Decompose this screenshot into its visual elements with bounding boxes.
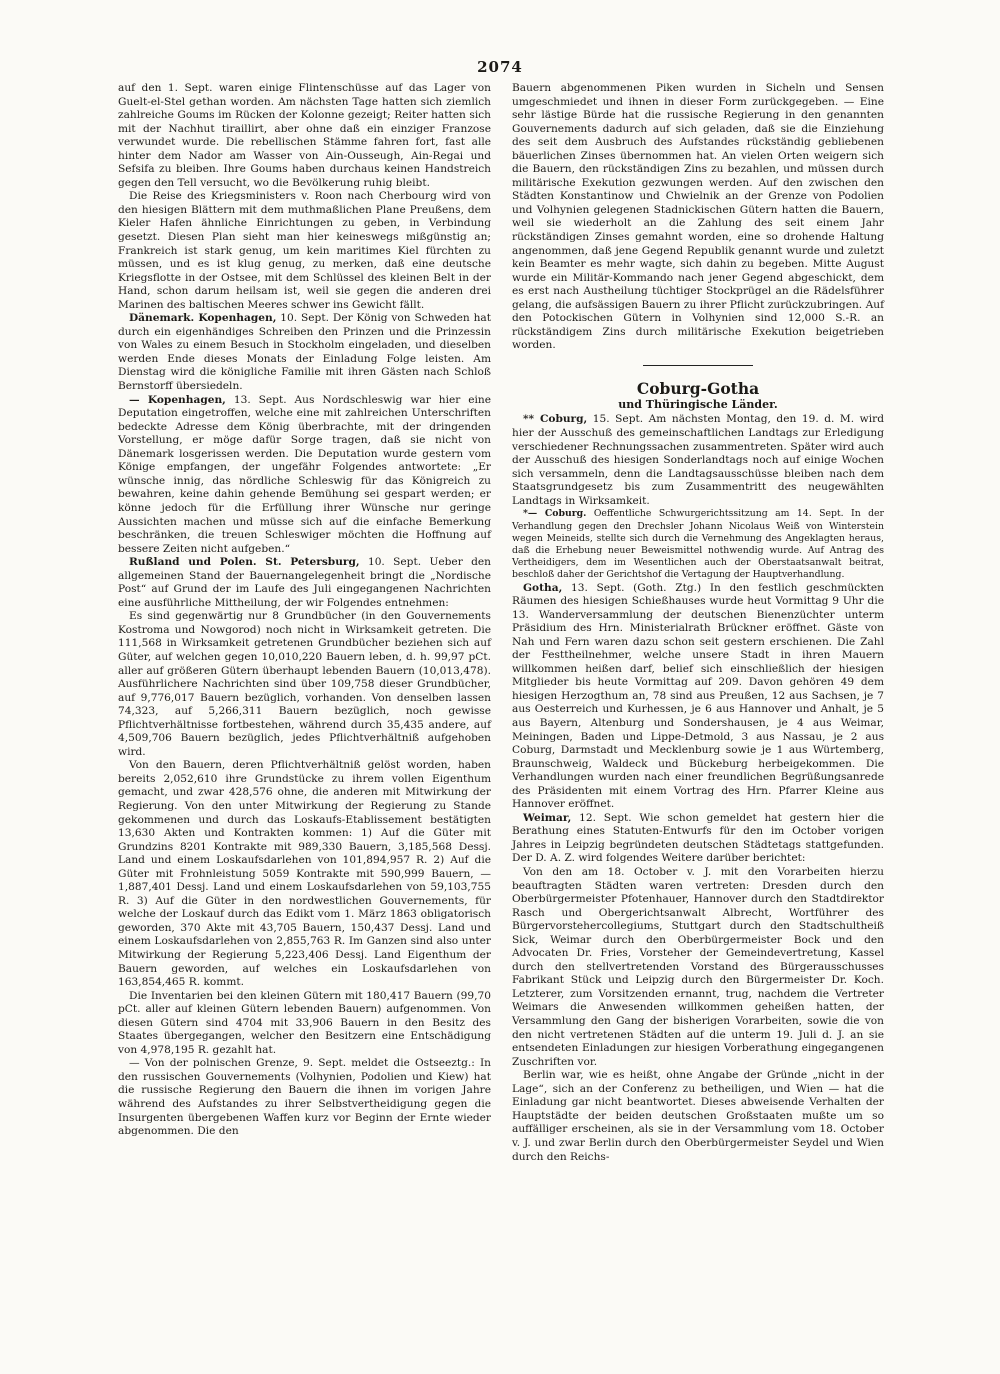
section-subheading: und Thüringische Länder.	[618, 397, 778, 411]
article-paragraph: Die Inventarien bei den kleinen Gütern mit 180,417 Bauern (99,70 pCt. aller auf kleinen Gütern lebenden Bauern) aufgenommen. Von diesen Gütern sind 4704 mit 33,906 Bauern in den Besitz des Staates übergegangen, welcher den Besitzern eine Entschädigung von 4,978,195 R. gezahlt hat.	[118, 989, 491, 1056]
right-column	[512, 82, 884, 1164]
article-paragraph: Rußland und Polen. St. Petersburg, 10. Sept. Ueber den allgemeinen Stand der Bauernangelegenheit bringt die „Nordische Post“ auf Grund der im Laufe des Juli eingegangenen Nachrichten eine ausführliche Mittheilung, der wir Folgendes entnehmen:	[118, 556, 491, 609]
article-paragraph: *— Coburg. Oeffentliche Schwurgerichtssitzung am 14. Sept. In der Verhandlung gegen den Drechsler Johann Nicolaus Weiß von Winterstein wegen Meineids, stellte sich durch die Vernehmung des Angeklagten heraus, daß die Erhebung neuer Beweismittel nothwendig wurde. Auf Antrag des Vertheidigers, dem im Wesentlichen auch der Oberstaatsanwalt beitrat, beschloß daher der Gerichtshof die Vertagung der Hauptverhandlung.	[512, 508, 884, 581]
dateline: — Kopenhagen,	[129, 393, 226, 406]
article-paragraph: Die Reise des Kriegsministers v. Roon nach Cherbourg wird von den hiesigen Blättern mit dem muthmaßlichen Plane Preußens, dem Kieler Hafen ähnliche Einrichtungen zu geben, in Verbindung gesetzt. Diesen Plan sieht man hier keineswegs mißgünstig an; Frankreich ist stark genug, um kein maritimes Kiel fürchten zu müssen, und es ist klug genug, zu merken, daß eine deutsche Kriegsflotte in der Ostsee, mit dem Schlüssel des kleinen Belt in der Hand, schon darum heilsam ist, weil sie gegen die anderen drei Marinen des baltischen Meeres schwer ins Gewicht fällt.	[118, 190, 491, 311]
page-number: 2074	[477, 58, 523, 76]
article-paragraph: Dänemark. Kopenhagen, 10. Sept. Der König von Schweden hat durch ein eigenhändiges Schreiben den Prinzen und die Prinzessin von Wales zu einem Besuch in Stockholm eingeladen, und dieselben werden Ende dieses Monats der Einladung Folge leisten. Am Dienstag wird die königliche Familie mit ihren Gästen nach Schloß Bernstorff übersiedeln.	[118, 312, 492, 393]
dateline: Rußland und Polen. St. Petersburg,	[129, 556, 360, 569]
left-column	[118, 82, 491, 1139]
article-paragraph: Von den am 18. October v. J. mit den Vorarbeiten hierzu beauftragten Städten waren vertreten: Dresden durch den Oberbürgermeister Pfotenhauer, Hannover durch den Stadtdirektor Rasch und Obergerichtsanwalt Albrecht, Wortführer des Bürgervorstehercollegiums, Stuttgart durch den Stadtschultheiß Sick, Weimar durch den Oberbürgermeister Bock und den Advocaten Dr. Fries, Vorsteher der Gemeindevertretung, Kassel durch den stellvertretenden Vorstand des Bürgerausschusses Fabrikant Stück und Leipzig durch den Bürgermeister Dr. Koch. Letzterer, zum Vorsitzenden ernannt, trug, nachdem die Vertreter Weimars die Anwesenden willkommen geheißen hatten, der Versammlung den Gang der bisherigen Vorarbeiten, sowie die von den nicht vertretenen Städten auf die unterm 19. Juli d. J. an sie entsendeten Einladungen zur hiesigen Vorberathung eingegangenen Zuschriften vor.	[512, 866, 884, 1068]
section-heading: Coburg-Gotha	[636, 378, 760, 398]
dateline: Weimar,	[523, 811, 572, 824]
section-divider	[643, 365, 753, 366]
article-paragraph: Bauern abgenommenen Piken wurden in Sicheln und Sensen umgeschmiedet und ihnen in dieser Form zurückgegeben. — Eine sehr lästige Bürde hat die russische Regierung in den genannten Gouvernements dadurch auf sich geladen, daß sie die Einziehung des seit dem Ausbruch des Aufstandes rückständig gebliebenen bäuerlichen Zinses übernommen hat. An vielen Orten weigern sich die Bauern, den rückständigen Zins zu bezahlen, und müssen durch militärische Exekution gezwungen werden. Auf den zwischen den Städten Konstantinow und Chwielnik an der Grenze von Podolien und Volhynien gelegenen Stadnickischen Gütern hatten die Bauern, weil sie wiederholt an die Zahlung des seit einem Jahr rückständigen Zinses gemahnt worden, eine so drohende Haltung angenommen, daß jene Gegend Republik genannt wurde und zuletzt kein Beamter es mehr wagte, sich dahin zu begeben. Mitte August wurde ein Militär-Kommando nach jener Gegend abgeschickt, dem es erst nach Austheilung tüchtiger Stockprügel an die Rädelsführer gelang, die aufsässigen Bauern zu ihrer Pflicht zurückzubringen. Auf den Potockischen Gütern in Volhynien sind 12,000 S.-R. an rückständigem Zins durch militärische Exekution beigetrieben worden.	[512, 82, 884, 352]
article-paragraph: Weimar, 12. Sept. Wie schon gemeldet hat gestern hier die Berathung eines Statuten-Entwurfs für den im October vorigen Jahres in Leipzig begründeten deutschen Städtetags stattgefunden. Der D. A. Z. wird folgendes Weitere darüber berichtet:	[512, 811, 884, 865]
dateline: ** Coburg,	[523, 413, 588, 426]
dateline: *— Coburg.	[523, 508, 587, 520]
article-paragraph: Berlin war, wie es heißt, ohne Angabe der Gründe „nicht in der Lage“, sich an der Conferenz zu betheiligen, und Wien — hat die Einladung gar nicht beantwortet. Dieses abweisende Verhalten der Hauptstädte der beiden deutschen Großstaaten mußte um so auffälliger erscheinen, als sie in der Versammlung vom 18. October v. J. und zwar Berlin durch den Oberbürgermeister Seydel und Wien durch den Reichs-	[512, 1069, 884, 1163]
dateline: Dänemark. Kopenhagen,	[129, 312, 277, 325]
article-paragraph: Es sind gegenwärtig nur 8 Grundbücher (in den Gouvernements Kostroma und Nowgorod) noch nicht in Wirksamkeit getreten. Die 111,568 in Wirksamkeit getretenen Grundbücher beziehen sich auf Güter, auf welchen gegen 10,010,220 Bauern leben, d. h. 99,97 pCt. aller auf größeren Gütern überhaupt lebenden Bauern (10,013,478). Ausführlichere Nachrichten sind über 109,758 dieser Grundbücher, auf 9,776,017 Bauern bezüglich, vorhanden. Von denselben lassen 74,323, auf 5,266,311 Bauern bezüglich, noch gewisse Pflichtverhältnisse fortbestehen, während durch 35,435 andere, auf 4,509,706 Bauern bezüglich, jedes Pflichtverhältniß aufgehoben wird.	[118, 610, 491, 758]
article-paragraph: Von den Bauern, deren Pflichtverhältniß gelöst worden, haben bereits 2,052,610 ihre Grundstücke zu ihrem vollen Eigenthum gemacht, und zwar 428,576 ohne, die anderen mit Mitwirkung der Regierung. Von den unter Mitwirkung der Regierung zu Stande gekommenen und durch das Loskaufs-Etablissement bestätigten 13,630 Akten und Kontrakten kommen: 1) Auf die Güter mit Grundzins 8201 Kontrakte mit 989,330 Bauern, 3,185,568 Dessj. Land und einem Loskaufsdarlehen von 101,894,957 R. 2) Auf die Güter mit Frohnleistung 5059 Kontrakte mit 590,999 Bauern, — 1,887,401 Dessj. Land und einem Loskaufsdarlehen von 59,103,755 R. 3) Auf die Güter in den nordwestlichen Gouvernements, für welche der Loskauf durch das Edikt vom 1. März 1863 obligatorisch geworden, 370 Akte mit 43,705 Bauern, 150,437 Dessj. Land und einem Loskaufsdarlehen von 2,855,763 R. Im Ganzen sind also unter Mitwirkung der Regierung 5,223,406 Dessj. Land Eigenthum der Bauern geworden, auf welches ein Loskaufsdarlehen von 163,854,465 R. kommt.	[118, 759, 491, 989]
article-paragraph: ** Coburg, 15. Sept. Am nächsten Montag, den 19. d. M. wird hier der Ausschuß des gemeinschaftlichen Landtags zur Erledigung verschiedener Rechnungssachen zusammentreten. Später wird auch der Ausschuß des hiesigen Sonderlandtags noch auf einige Wochen sich versammeln, denn die Landtagsausschüsse bleiben nach dem Staatsgrundgesetz bis zum Zusammentritt des neugewählten Landtags in Wirksamkeit.	[512, 413, 884, 507]
dateline: Gotha,	[523, 581, 563, 594]
article-paragraph: Gotha, 13. Sept. (Goth. Ztg.) In den festlich geschmückten Räumen des hiesigen Schießhauses wurde heut Vormittag 9 Uhr die 13. Wanderversammlung der deutschen Bienenzüchter unterm Präsidium des Hrn. Ministerialrath Brückner eröffnet. Gäste von Nah und Fern waren dazu schon seit gestern erschienen. Die Zahl der Festtheilnehmer, welche unsere Stadt in ihren Mauern willkommen heißen darf, belief sich einschließlich der hiesigen Mitglieder bis heute Vormittag auf 209. Davon gehören 49 dem hiesigen Herzogthum an, 78 sind aus Preußen, 12 aus Sachsen, je 7 aus Oesterreich und Kurhessen, je 6 aus Hannover und Anhalt, je 5 aus Bayern, Altenburg und Sondershausen, je 4 aus Weimar, Meiningen, Baden und Lippe-Detmold, 3 aus Nassau, je 2 aus Coburg, Darmstadt und Mecklenburg sowie je 1 aus Würtemberg, Braunschweig, Waldeck und Bückeburg herbeigekommen. Die Verhandlungen wurden nach einer freundlichen Begrüßungsanrede des Präsidenten mit einem Vortrag des Hrn. Pfarrer Kleine aus Hannover eröffnet.	[512, 581, 884, 811]
article-paragraph: — Kopenhagen, 13. Sept. Aus Nordschleswig war hier eine Deputation eingetroffen, welche eine mit zahlreichen Unterschriften bedeckte Adresse dem König überbrachte, mit der dringenden Vorstellung, er möge dafür Sorge tragen, daß sie nicht von Dänemark losgerissen werden. Die Deputation wurde gestern vom Könige empfangen, der ungefähr Folgendes antwortete: „Er wünsche innig, das nördliche Schleswig für das Königreich zu bewahren, keine dahin gehende Bemühung sei gespart werden; er könne jedoch für die Erfüllung ihrer Wünsche nur geringe Aussichten machen und müsse sich auf die einfache Bemerkung beschränken, die treuen Schleswiger möchten die Hoffnung auf bessere Zeiten nicht aufgeben.“	[118, 393, 492, 555]
article-paragraph: — Von der polnischen Grenze, 9. Sept. meldet die Ostseeztg.: In den russischen Gouvernements (Volhynien, Podolien und Kiew) hat die russische Regierung den Bauern die ihnen im vorigen Jahre während des Aufstandes zu ihrer Selbstvertheidigung gegen die Insurgenten übergebenen Waffen kurz vor Beginn der Ernte wieder abgenommen. Die den	[118, 1057, 491, 1138]
article-paragraph: auf den 1. Sept. waren einige Flintenschüsse auf das Lager von Guelt-el-Stel gethan worden. Am nächsten Tage hatten sich ziemlich zahlreiche Goums im Rücken der Kolonne gezeigt; Reiter hatten sich mit der Nachhut tiraillirt, aber ohne daß ein einziger Franzose verwundet wurde. Die rebellischen Stämme fahren fort, fast alle hinter dem Nador am Wasser von Ain-Ousseugh, Ain-Regai und Sefsifa zu bleiben. Ihre Goums haben durchaus keinen Handstreich gegen den Tell versucht, wo die Bevölkerung ruhig bleibt.	[118, 82, 491, 189]
